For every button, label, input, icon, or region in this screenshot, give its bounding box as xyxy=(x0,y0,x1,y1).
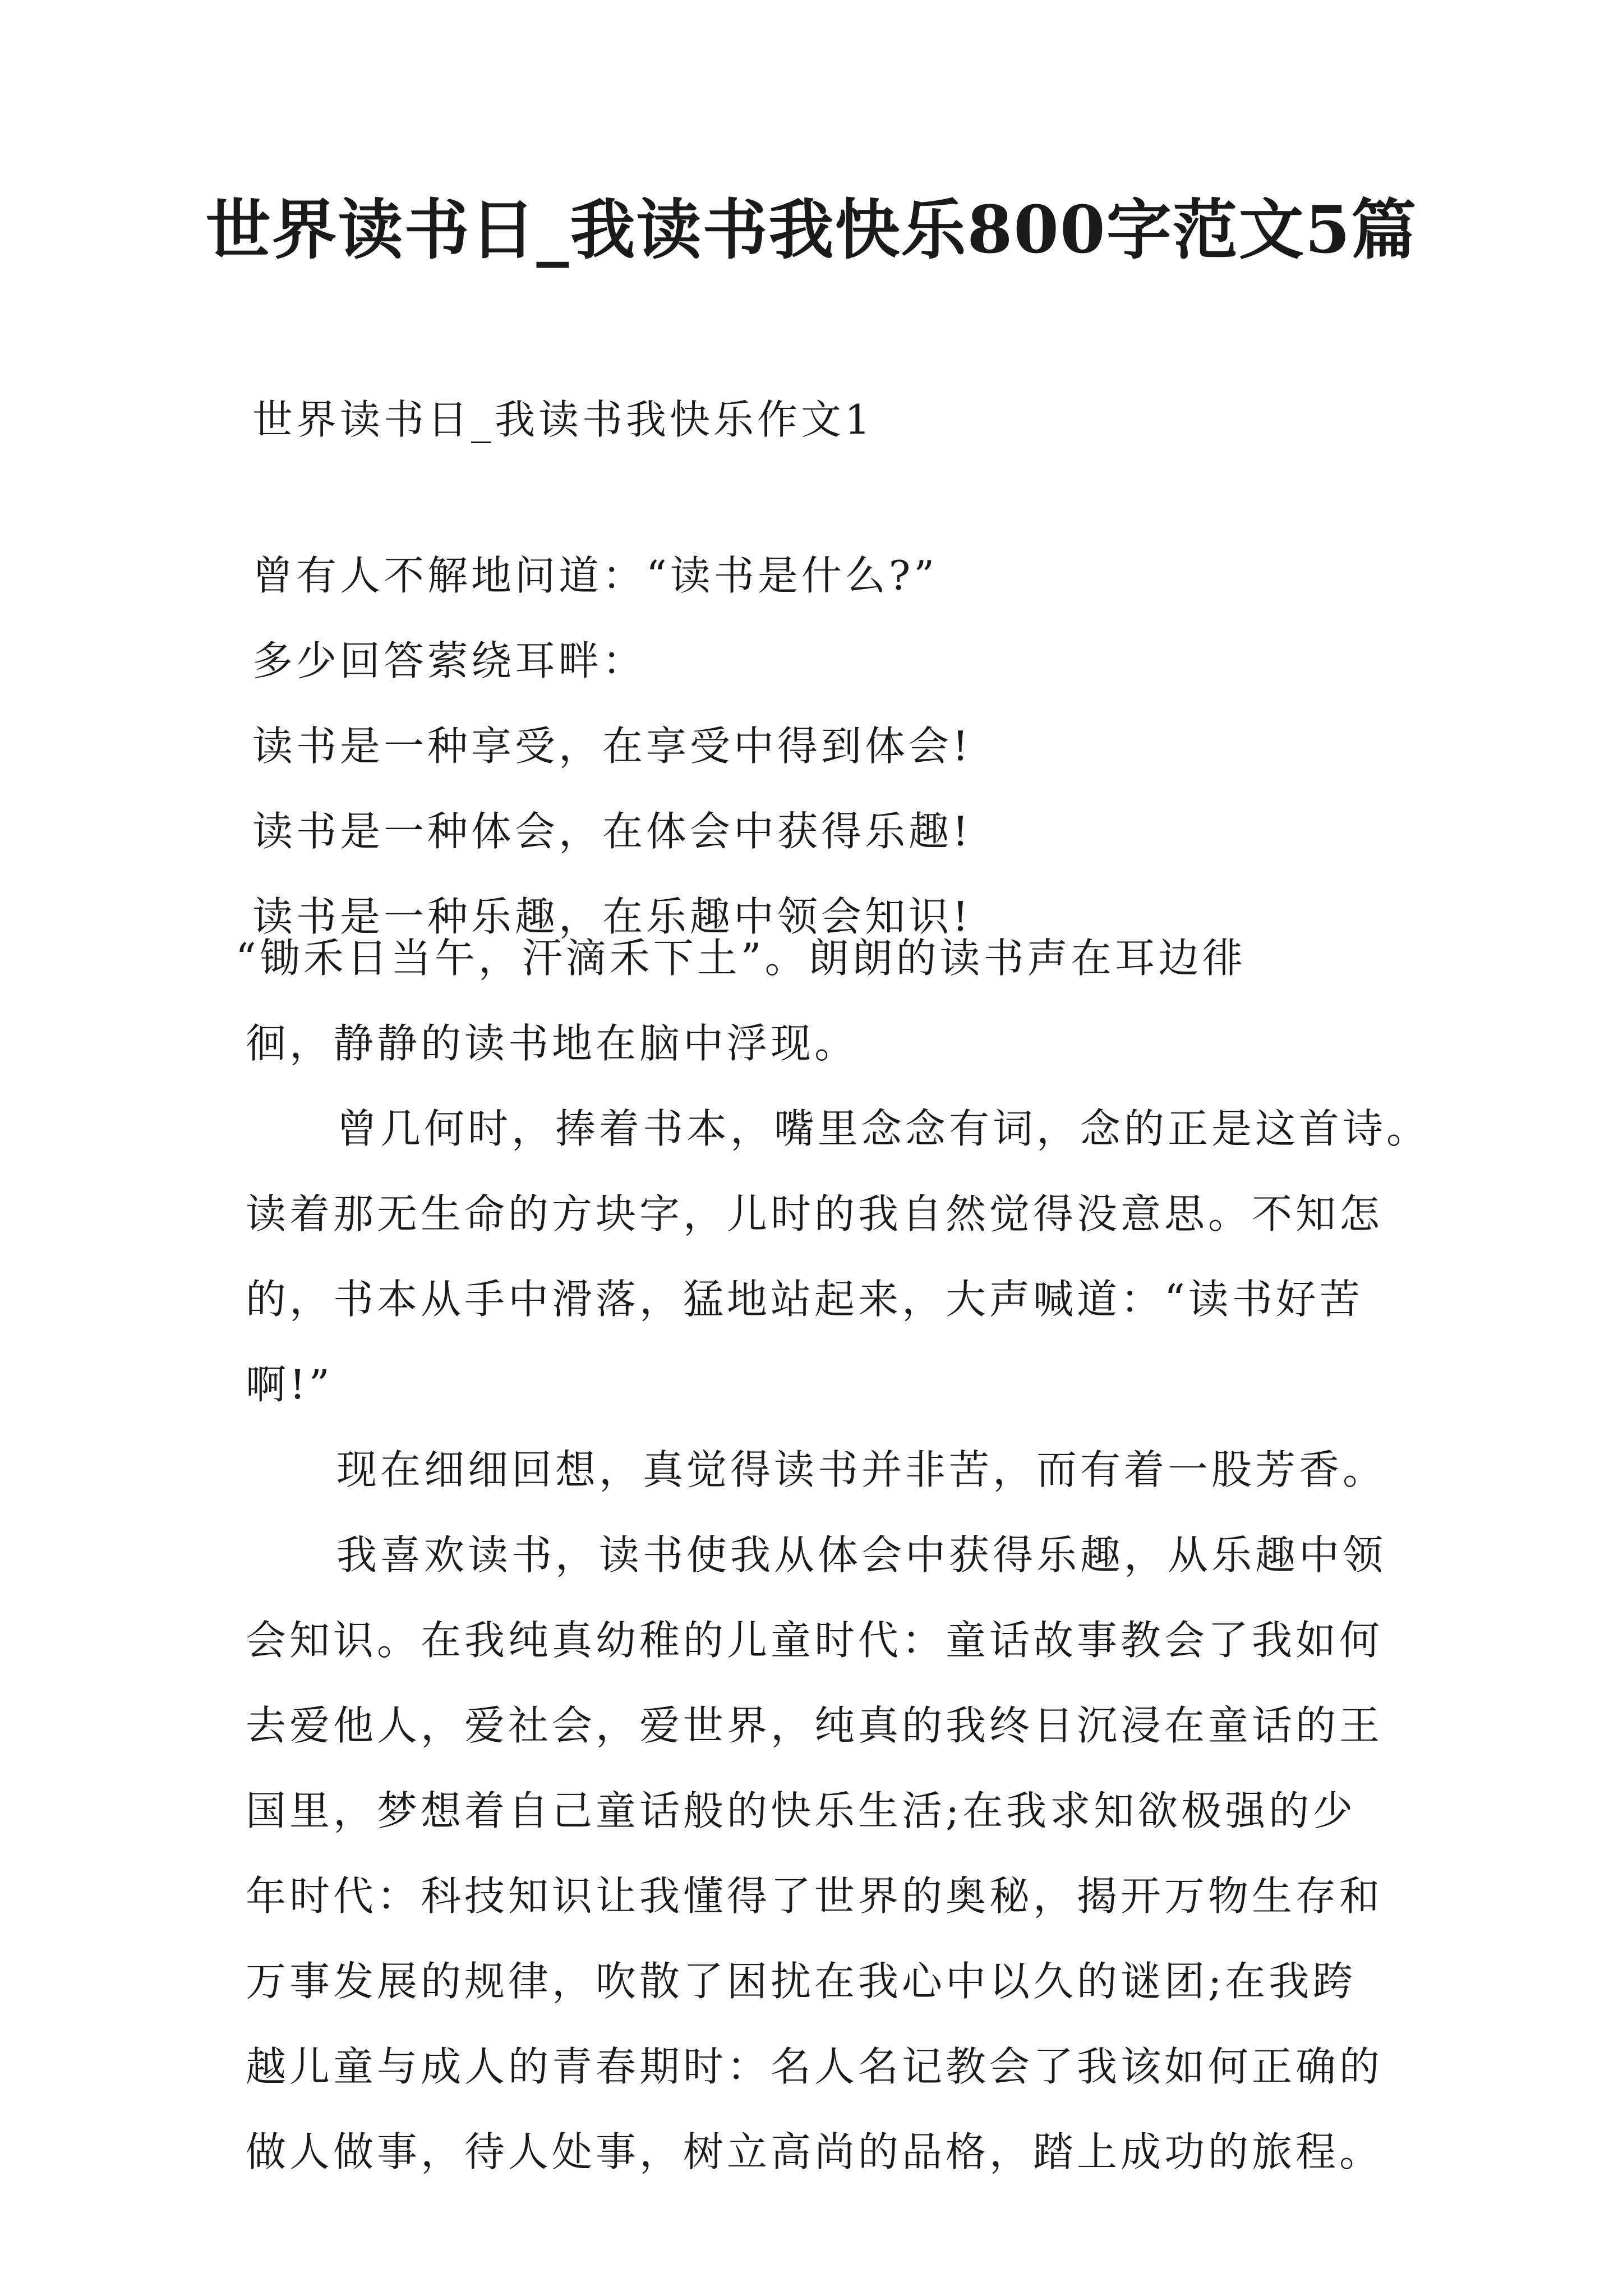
paragraph-line: 会知识。在我纯真幼稚的儿童时代：童话故事教会了我如何 xyxy=(246,1617,1384,1664)
paragraph-line: 国里，梦想着自己童话般的快乐生活;在我求知欲极强的少 xyxy=(246,1787,1357,1834)
paragraph-line: 万事发展的规律，吹散了困扰在我心中以久的谜团;在我跨 xyxy=(246,1958,1357,2005)
paragraph-line: 越儿童与成人的青春期时：名人名记教会了我该如何正确的 xyxy=(246,2043,1384,2090)
paragraph-line: 年时代：科技知识让我懂得了世界的奥秘，揭开万物生存和 xyxy=(246,1872,1384,1920)
paragraph-line: “锄禾日当午，汗滴禾下土”。朗朗的读书声在耳边徘 xyxy=(236,935,1246,982)
paragraph-line: 现在细细回想，真觉得读书并非苦，而有着一股芳香。 xyxy=(336,1446,1387,1493)
paragraph-line: 多少回答萦绕耳畔： xyxy=(252,637,647,684)
paragraph-line: 做人做事，待人处事，树立高尚的品格，踏上成功的旅程。 xyxy=(246,2128,1384,2175)
paragraph-line: 徊，静静的读书地在脑中浮现。 xyxy=(246,1020,859,1067)
paragraph-line: 读书是一种体会，在体会中获得乐趣! xyxy=(252,808,972,855)
paragraph-line: 读着那无生命的方块字，儿时的我自然觉得没意思。不知怎 xyxy=(246,1190,1384,1237)
section-heading: 世界读书日_我读书我快乐作文1 xyxy=(252,396,874,443)
paragraph-line: 啊!” xyxy=(246,1361,333,1408)
paragraph-line: 曾有人不解地问道：“读书是什么?” xyxy=(252,552,938,599)
paragraph-line: 的，书本从手中滑落，猛地站起来，大声喊道：“读书好苦 xyxy=(246,1276,1363,1323)
paragraph-line: 我喜欢读书，读书使我从体会中获得乐趣，从乐趣中领 xyxy=(336,1531,1387,1579)
paragraph-line: 读书是一种享受，在享受中得到体会! xyxy=(252,723,972,770)
paragraph-line: 曾几何时，捧着书本，嘴里念念有词，念的正是这首诗。 xyxy=(336,1105,1431,1152)
document-title: 世界读书日_我读书我快乐800字范文5篇 xyxy=(205,192,1418,268)
paragraph-line: 去爱他人，爱社会，爱世界，纯真的我终日沉浸在童话的王 xyxy=(246,1702,1384,1749)
paragraph-line: 读书是一种乐趣，在乐趣中领会知识! xyxy=(252,893,972,940)
